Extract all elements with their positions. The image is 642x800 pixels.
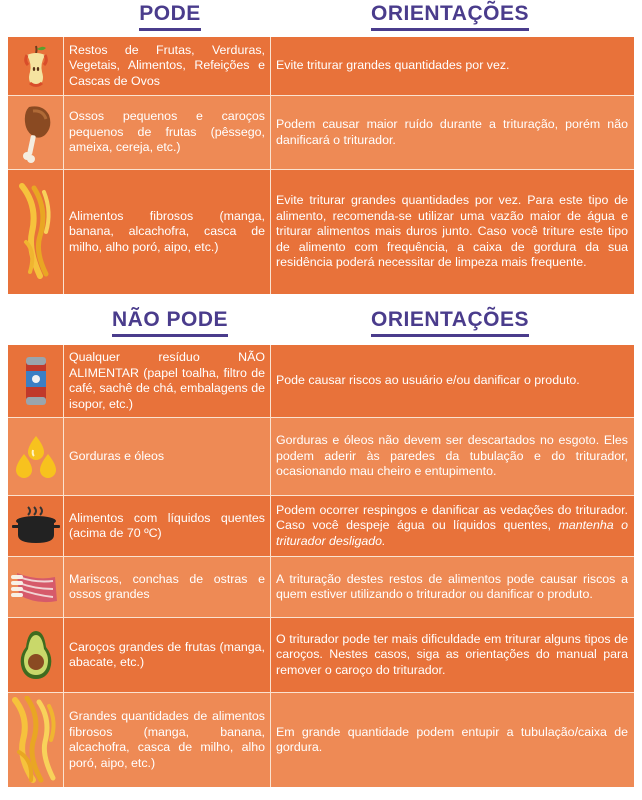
pode-title: PODE xyxy=(85,2,255,31)
guide-italic-text: mantenha o triturador desligado. xyxy=(276,518,629,548)
table-row xyxy=(8,96,634,170)
guide-text: A trituração destes restos de alimentos pode causar riscos a quem estiver utilizando o triturador ou danificar o produto. xyxy=(276,571,628,601)
item-text: Qualquer resíduo NÃO ALIMENTAR (papel toalha, filtro de café, sachê de chá, embalagens de isopor, etc.) xyxy=(69,350,265,411)
chicken-bone-icon xyxy=(8,96,64,169)
oil-drops-icon xyxy=(8,418,64,495)
table-row xyxy=(8,37,634,96)
can-icon xyxy=(8,345,64,417)
table-row xyxy=(8,618,634,693)
guide-text: Podem ocorrer respingos e danificar as vedações do triturador. Caso você despeje água ou líquidos quentes, mantenha o triturador desligado. xyxy=(276,502,629,548)
pode-table xyxy=(8,37,634,294)
item-text: Mariscos, conchas de ostras e ossos grandes xyxy=(69,571,265,601)
table-row xyxy=(8,345,634,418)
ribs-bone-icon xyxy=(8,557,64,617)
nao-pode-table xyxy=(8,345,634,787)
guide-text: O triturador pode ter mais dificuldade em triturar alguns tipos de caroços. Nestes casos, siga as orientações do manual para remover o caroço do triturador. xyxy=(276,631,628,677)
item-text: Restos de Frutas, Verduras, Vegetais, Alimentos, Refeições e Cascas de Ovos xyxy=(69,42,265,88)
guide-text: Evite triturar grandes quantidades por vez. Para este tipo de alimento, recomenda-se utilizar uma vazão maior de água e triturar alimentos mais duros junto. Caso você triture este tipo de alimento com frequência, a caixa de gordura da sua residência poderá necessitar de limpeza mais frequente. xyxy=(276,193,628,270)
item-text: Caroços grandes de frutas (manga, abacate, etc.) xyxy=(69,639,265,669)
item-text: Grandes quantidades de alimentos fibrosos (manga, banana, alcachofra, casca de milho, alho poró, aipo, etc.) xyxy=(69,709,265,770)
item-text: Ossos pequenos e caroços pequenos de frutas (pêssego, ameixa, cereja, etc.) xyxy=(69,109,265,155)
fibrous-peels-icon xyxy=(8,170,64,294)
hot-pot-icon xyxy=(8,496,64,556)
guide-text: Gorduras e óleos não devem ser descartados no esgoto. Eles podem aderir às paredes da tubulação e do triturador, ocasionando mau cheiro e entupimento. xyxy=(276,433,628,479)
table-row xyxy=(8,170,634,294)
guide-text: Evite triturar grandes quantidades por vez. xyxy=(276,58,510,73)
table-row xyxy=(8,693,634,787)
apple-core-icon xyxy=(8,37,64,95)
item-text: Alimentos com líquidos quentes (acima de 70 ºC) xyxy=(69,510,265,540)
fibrous-pile-icon xyxy=(8,693,64,787)
guide-text: Pode causar riscos ao usuário e/ou danificar o produto. xyxy=(276,373,580,388)
nao-pode-title: NÃO PODE xyxy=(85,308,255,337)
table-row xyxy=(8,496,634,557)
avocado-icon xyxy=(8,618,64,692)
pode-guide-title: ORIENTAÇÕES xyxy=(340,2,560,31)
table-row xyxy=(8,418,634,496)
guide-text: Em grande quantidade podem entupir a tubulação/caixa de gordura. xyxy=(276,724,628,754)
table-row xyxy=(8,557,634,618)
guide-text: Podem causar maior ruído durante a trituração, porém não danificará o triturador. xyxy=(276,117,628,147)
item-text: Gorduras e óleos xyxy=(69,448,165,463)
nao-pode-guide-title: ORIENTAÇÕES xyxy=(340,308,560,337)
item-text: Alimentos fibrosos (manga, banana, alcachofra, casca de milho, alho poró, aipo, etc.) xyxy=(69,208,265,254)
